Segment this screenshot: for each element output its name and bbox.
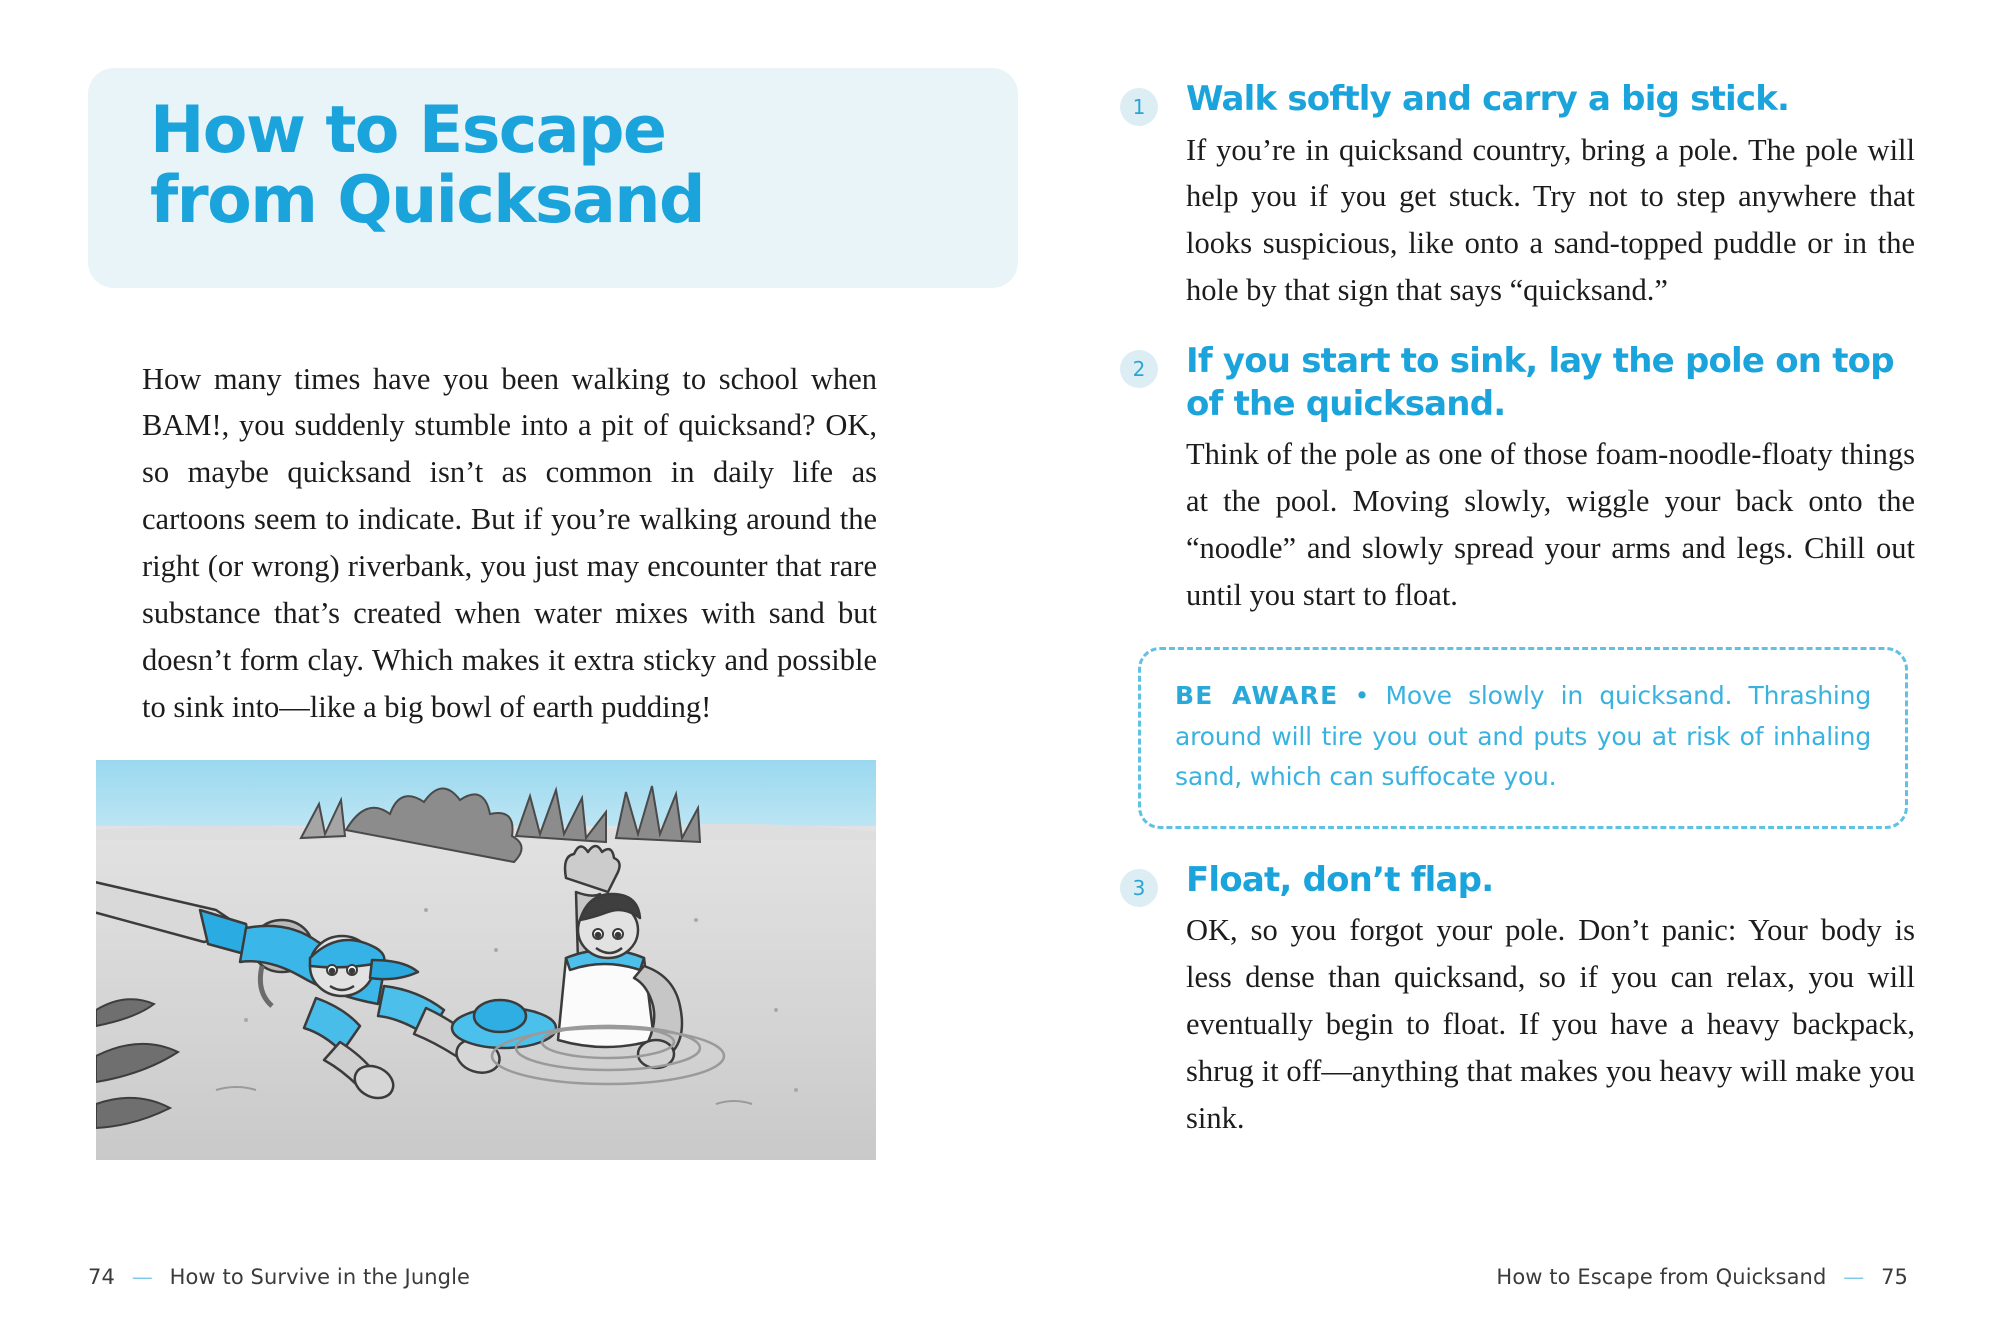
footer-page-number: 75 [1881,1265,1908,1289]
quicksand-illustration [96,760,876,1160]
be-aware-text [1175,676,1871,798]
footer-left [88,1265,470,1289]
step-text-3: OK, so you forgot your pole. Don’t panic: Your body is less dense than quicksand, so if you can relax, you will eventually begin to float. If you have a heavy backpack, shrug it off—anything that makes you heavy will make you sink. [1186,913,1915,1136]
step-text-1: If you’re in quicksand country, bring a pole. The pole will help you if you get stuck. Try not to step anywhere that looks suspicious, like onto a sand-topped puddle or in the hole by that sign that says “quicksand.” [1186,132,1915,308]
step-content-1 [1186,78,1915,314]
step-number-badge-3: 3 [1120,869,1158,907]
footer-page-number: 74 [88,1265,115,1289]
step-heading-1: Walk softly and carry a big stick. [1186,79,1790,119]
step-content-2 [1186,340,1915,619]
step-item-2 [1120,340,1915,619]
footer-dash-icon: — [1843,1265,1865,1289]
page-title-line-1: How to Escape [150,93,666,168]
footer-section-title: How to Escape from Quicksand [1496,1265,1827,1289]
be-aware-callout [1138,647,1908,829]
step-heading-2: If you start to sink, lay the pole on top of the quicksand. [1186,341,1894,424]
step-heading-3: Float, don’t flap. [1186,859,1494,900]
step-item-1 [1120,78,1915,314]
be-aware-body: Move slowly in quicksand. Thrashing around will tire you out and puts you at risk of inhaling sand, which can suffocate you. [1175,681,1871,792]
step-item-3 [1120,859,1915,1142]
step-content-3 [1186,859,1915,1142]
step-number-badge-1: 1 [1120,88,1158,126]
be-aware-separator-icon: • [1354,681,1370,711]
step-number-badge-2: 2 [1120,350,1158,388]
page-title [150,93,790,238]
footer-chapter-title: How to Survive in the Jungle [169,1265,471,1289]
steps-list [1120,78,1915,1168]
footer-dash-icon: — [131,1265,153,1289]
illustration-svg [96,760,876,1160]
footer-right [1496,1265,1908,1289]
page-title-line-2: from Quicksand [150,162,704,238]
right-page [1000,0,2000,1333]
intro-paragraph: How many times have you been walking to school when BAM!, you suddenly stumble into a pit of quicksand? OK, so maybe quicksand isn’t as common in daily life as cartoons seem to indicate. But if you’re walking around the right (or wrong) riverbank, you just may encounter that rare substance that’s created when water mixes with sand but doesn’t form clay. Which makes it extra sticky and possible to sink into—like a big bowl of earth pudding! [142,361,877,725]
be-aware-label: BE AWARE [1175,681,1339,711]
step-text-2: Think of the pole as one of those foam-noodle-floaty things at the pool. Moving slowly, wiggle your back onto the “noodle” and slowly spread your arms and legs. Chill out until you start to float. [1186,437,1915,613]
